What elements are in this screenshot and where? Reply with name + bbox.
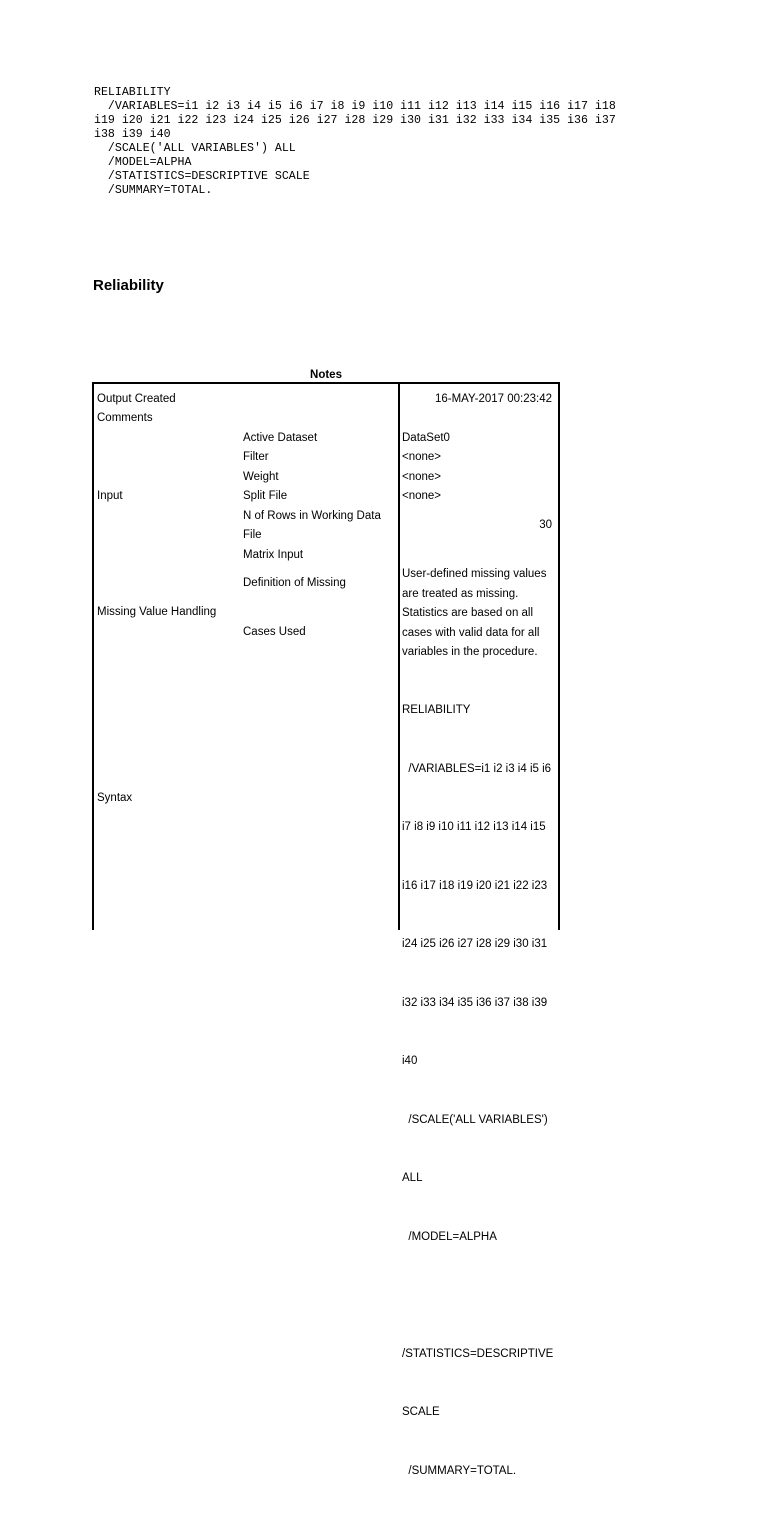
text-line: /SCALE('ALL VARIABLES') — [402, 1113, 548, 1126]
text-line: cases with valid data for all — [402, 626, 540, 639]
definition-of-missing-label: Definition of Missing — [243, 577, 346, 589]
text-line: User-defined missing values — [402, 568, 547, 580]
filter-value: <none> — [402, 451, 442, 463]
output-created-value: 16-MAY-2017 00:23:42 — [434, 393, 552, 405]
text-line: i16 i17 i18 i19 i20 i21 i22 i23 — [402, 879, 548, 892]
missing-value-handling-label: Missing Value Handling — [97, 606, 217, 618]
syntax-line: /VARIABLES=i1 i2 i3 i4 i5 i6 i7 i8 i9 i10 i11 i12 i13 i14 i15 i16 i17 i18 — [94, 100, 616, 113]
syntax-line: /SCALE('ALL VARIABLES') ALL — [94, 142, 296, 155]
comments-label: Comments — [97, 412, 153, 424]
syntax-label: Syntax — [97, 792, 133, 804]
text-line: i32 i33 i34 i35 i36 i37 i38 i39 — [402, 996, 548, 1009]
text-line: /SUMMARY=TOTAL. — [402, 1464, 517, 1477]
text-line: are treated as missing. — [402, 587, 519, 600]
syntax-line: /STATISTICS=DESCRIPTIVE SCALE — [94, 170, 310, 183]
syntax-line: /SUMMARY=TOTAL. — [94, 184, 213, 197]
filter-label: Filter — [243, 451, 269, 463]
text-line: Statistics are based on all — [402, 607, 534, 619]
syntax-line: i19 i20 i21 i22 i23 i24 i25 i26 i27 i28 i29 i30 i31 i32 i33 i34 i35 i36 i37 — [94, 114, 616, 127]
syntax-command-block — [94, 86, 616, 198]
page-heading: Reliability — [93, 277, 164, 294]
text-line — [402, 1286, 557, 1306]
weight-label: Weight — [243, 471, 279, 483]
cases-used-label: Cases Used — [243, 626, 306, 638]
weight-value: <none> — [402, 471, 442, 483]
syntax-line: /MODEL=ALPHA — [94, 156, 192, 169]
output-created-label: Output Created — [97, 393, 176, 405]
text-line: SCALE — [402, 1406, 440, 1418]
text-line: i40 — [402, 1055, 418, 1067]
text-line: /MODEL=ALPHA — [402, 1230, 497, 1243]
matrix-input-label: Matrix Input — [243, 549, 304, 561]
column-divider — [398, 384, 400, 930]
active-dataset-label: Active Dataset — [243, 432, 318, 444]
text-line: variables in the procedure. — [402, 646, 538, 658]
split-file-value: <none> — [402, 490, 442, 502]
text-line: i24 i25 i26 i27 i28 i29 i30 i31 — [402, 938, 548, 950]
syntax-line: i38 i39 i40 — [94, 128, 171, 141]
n-rows-label-line2: File — [243, 529, 262, 541]
text-line: ALL — [402, 1172, 423, 1184]
text-line: /VARIABLES=i1 i2 i3 i4 i5 i6 — [402, 762, 552, 775]
syntax-line: RELIABILITY — [94, 86, 171, 99]
n-rows-label-line1: N of Rows in Working Data — [243, 510, 381, 522]
cases-used-value — [402, 604, 557, 663]
notes-table — [92, 382, 560, 1477]
active-dataset-value: DataSet0 — [402, 432, 450, 444]
text-line: RELIABILITY — [402, 704, 471, 716]
input-label: Input — [97, 490, 123, 502]
split-file-label: Split File — [243, 490, 288, 502]
text-line: /STATISTICS=DESCRIPTIVE — [402, 1347, 554, 1360]
syntax-value — [402, 662, 557, 1520]
definition-of-missing-value — [402, 565, 557, 604]
text-line: i7 i8 i9 i10 i11 i12 i13 i14 i15 — [402, 821, 546, 833]
notes-table-title: Notes — [310, 369, 342, 381]
n-rows-value: 30 — [539, 519, 552, 531]
